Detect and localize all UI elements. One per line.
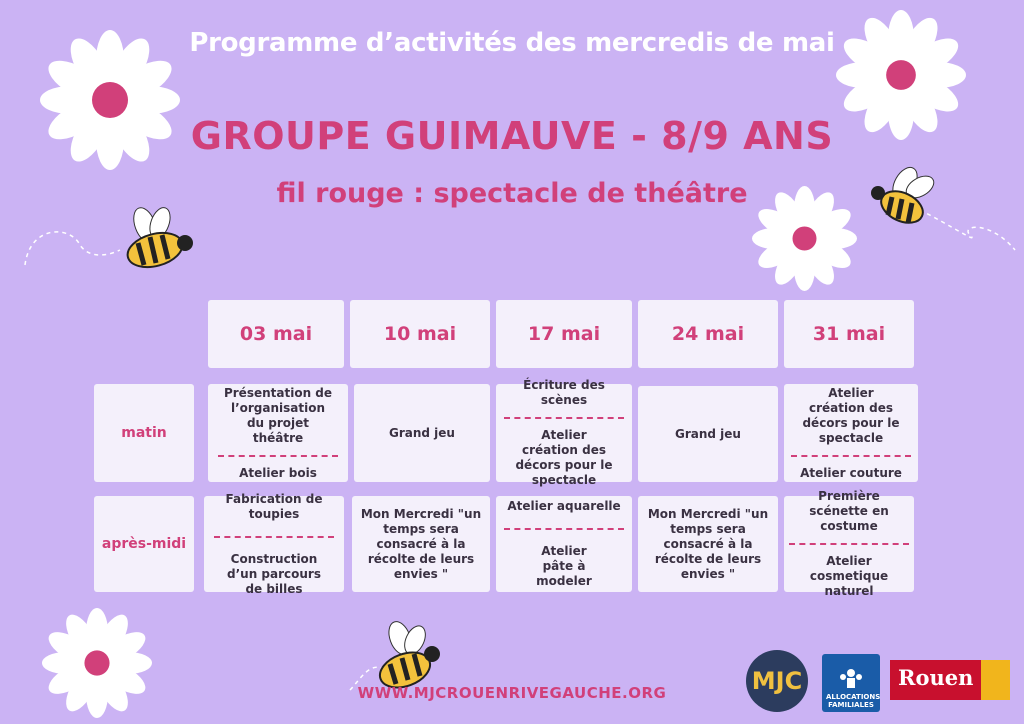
activity-cell — [354, 384, 490, 482]
family-icon — [838, 667, 864, 689]
date-label: 03 mai — [239, 322, 313, 345]
activity-text: Atelier bois — [239, 465, 317, 480]
date-header — [350, 300, 490, 368]
date-label: 10 mai — [383, 322, 457, 345]
mjc-logo — [746, 650, 808, 712]
dashed-separator — [789, 543, 909, 545]
page-title: Programme d’activités des mercredis de mai — [189, 28, 835, 58]
date-label: 17 mai — [527, 322, 601, 345]
activity-text: Construction d’un parcours de billes — [227, 551, 321, 596]
activity-cell — [784, 489, 914, 598]
date-header — [496, 300, 632, 368]
row-label-text: matin — [121, 424, 167, 441]
activity-text: Présentation de l’organisation du projet théâtre — [223, 385, 333, 445]
date-label: 24 mai — [671, 322, 745, 345]
mjc-logo-text: MJC — [751, 667, 803, 695]
activity-text: Fabrication de toupies — [225, 491, 323, 521]
row-label-text: après-midi — [101, 535, 187, 552]
activity-text: Écriture des scènes — [523, 378, 605, 407]
date-label: 31 mai — [812, 322, 886, 345]
activity-cell — [784, 384, 918, 482]
bee-icon — [20, 205, 200, 285]
row-label-matin — [94, 384, 194, 482]
date-header — [784, 300, 914, 368]
activity-text: Atelier création des décors pour le spectacle — [515, 428, 613, 487]
rouen-logo-text: Rouen — [890, 660, 981, 700]
activity-text: Grand jeu — [675, 426, 741, 441]
caf-logo — [822, 654, 880, 712]
lamb-icon — [981, 660, 1010, 700]
activity-text: Grand jeu — [389, 425, 455, 440]
activity-text: Première scénette en costume — [809, 489, 889, 533]
group-heading: GROUPE GUIMAUVE - 8/9 ANS — [190, 114, 834, 158]
activity-cell — [638, 496, 778, 592]
activity-cell — [352, 496, 490, 592]
activity-text: Atelier cosmetique naturel — [809, 554, 889, 598]
activity-cell — [638, 386, 778, 482]
rouen-logo — [890, 660, 1010, 700]
date-header — [638, 300, 778, 368]
activity-text: Mon Mercredi "un temps sera consacré à la récolte de leurs envies " — [360, 506, 482, 581]
dashed-separator — [791, 455, 911, 457]
activity-cell — [208, 384, 348, 482]
dashed-separator — [218, 455, 338, 457]
website-link[interactable]: WWW.MJCROUENRIVEGAUCHE.ORG — [357, 684, 667, 702]
activity-text: Atelier couture — [800, 465, 902, 480]
activity-text: Atelier création des décors pour le spectacle — [802, 385, 900, 445]
activity-cell — [204, 491, 344, 596]
dashed-separator — [504, 528, 624, 530]
dashed-separator — [504, 417, 624, 419]
activity-text: Atelier pâte à modeler — [536, 544, 592, 588]
caf-logo-text: ALLOCATIONS FAMILIALES — [826, 693, 881, 709]
activity-cell — [496, 496, 632, 592]
date-header — [208, 300, 344, 368]
activity-cell — [496, 378, 632, 487]
dashed-separator — [214, 536, 334, 538]
activity-text: Mon Mercredi "un temps sera consacré à la récolte de leurs envies " — [647, 506, 769, 581]
theme-subtitle: fil rouge : spectacle de théâtre — [276, 178, 748, 209]
row-label-apres-midi — [94, 496, 194, 592]
activity-text: Atelier aquarelle — [507, 499, 621, 513]
